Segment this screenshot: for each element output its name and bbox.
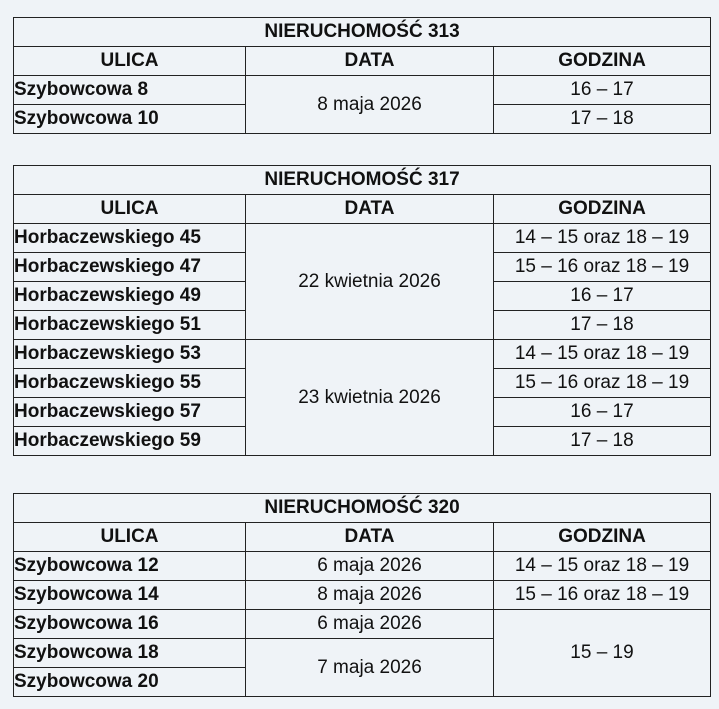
hours-cell: 17 – 18 bbox=[494, 427, 711, 456]
hours-cell: 14 – 15 oraz 18 – 19 bbox=[494, 224, 711, 253]
table-title: NIERUCHOMOŚĆ 313 bbox=[14, 18, 711, 47]
date-cell: 7 maja 2026 bbox=[246, 639, 494, 697]
street-cell: Szybowcowa 12 bbox=[14, 552, 246, 581]
property-320-table bbox=[13, 493, 711, 697]
date-cell: 8 maja 2026 bbox=[246, 76, 494, 134]
table-row bbox=[14, 552, 711, 581]
table-title: NIERUCHOMOŚĆ 317 bbox=[14, 166, 711, 195]
hours-cell: 16 – 17 bbox=[494, 398, 711, 427]
hours-cell: 17 – 18 bbox=[494, 311, 711, 340]
street-cell: Szybowcowa 10 bbox=[14, 105, 246, 134]
table-row bbox=[14, 581, 711, 610]
date-cell: 6 maja 2026 bbox=[246, 552, 494, 581]
hours-cell: 15 – 16 oraz 18 – 19 bbox=[494, 581, 711, 610]
header-street: ULICA bbox=[14, 523, 246, 552]
street-cell: Horbaczewskiego 47 bbox=[14, 253, 246, 282]
header-date: DATA bbox=[246, 523, 494, 552]
date-cell: 6 maja 2026 bbox=[246, 610, 494, 639]
street-cell: Szybowcowa 8 bbox=[14, 76, 246, 105]
property-313-table bbox=[13, 17, 711, 134]
street-cell: Szybowcowa 14 bbox=[14, 581, 246, 610]
street-cell: Szybowcowa 18 bbox=[14, 639, 246, 668]
table-row bbox=[14, 340, 711, 369]
hours-cell: 17 – 18 bbox=[494, 105, 711, 134]
street-cell: Horbaczewskiego 53 bbox=[14, 340, 246, 369]
street-cell: Horbaczewskiego 45 bbox=[14, 224, 246, 253]
street-cell: Szybowcowa 16 bbox=[14, 610, 246, 639]
street-cell: Horbaczewskiego 57 bbox=[14, 398, 246, 427]
date-cell: 23 kwietnia 2026 bbox=[246, 340, 494, 456]
header-date: DATA bbox=[246, 195, 494, 224]
table-title: NIERUCHOMOŚĆ 320 bbox=[14, 494, 711, 523]
date-cell: 22 kwietnia 2026 bbox=[246, 224, 494, 340]
date-cell: 8 maja 2026 bbox=[246, 581, 494, 610]
table-row bbox=[14, 224, 711, 253]
street-cell: Horbaczewskiego 55 bbox=[14, 369, 246, 398]
street-cell: Horbaczewskiego 51 bbox=[14, 311, 246, 340]
hours-cell: 16 – 17 bbox=[494, 76, 711, 105]
hours-cell: 14 – 15 oraz 18 – 19 bbox=[494, 552, 711, 581]
header-hours: GODZINA bbox=[494, 47, 711, 76]
hours-cell: 15 – 16 oraz 18 – 19 bbox=[494, 253, 711, 282]
hours-cell: 15 – 16 oraz 18 – 19 bbox=[494, 369, 711, 398]
hours-cell: 15 – 19 bbox=[494, 610, 711, 697]
street-cell: Szybowcowa 20 bbox=[14, 668, 246, 697]
hours-cell: 14 – 15 oraz 18 – 19 bbox=[494, 340, 711, 369]
header-date: DATA bbox=[246, 47, 494, 76]
header-street: ULICA bbox=[14, 195, 246, 224]
header-hours: GODZINA bbox=[494, 195, 711, 224]
header-street: ULICA bbox=[14, 47, 246, 76]
table-row bbox=[14, 76, 711, 105]
hours-cell: 16 – 17 bbox=[494, 282, 711, 311]
header-hours: GODZINA bbox=[494, 523, 711, 552]
street-cell: Horbaczewskiego 59 bbox=[14, 427, 246, 456]
table-row bbox=[14, 610, 711, 639]
property-317-table bbox=[13, 165, 711, 456]
street-cell: Horbaczewskiego 49 bbox=[14, 282, 246, 311]
